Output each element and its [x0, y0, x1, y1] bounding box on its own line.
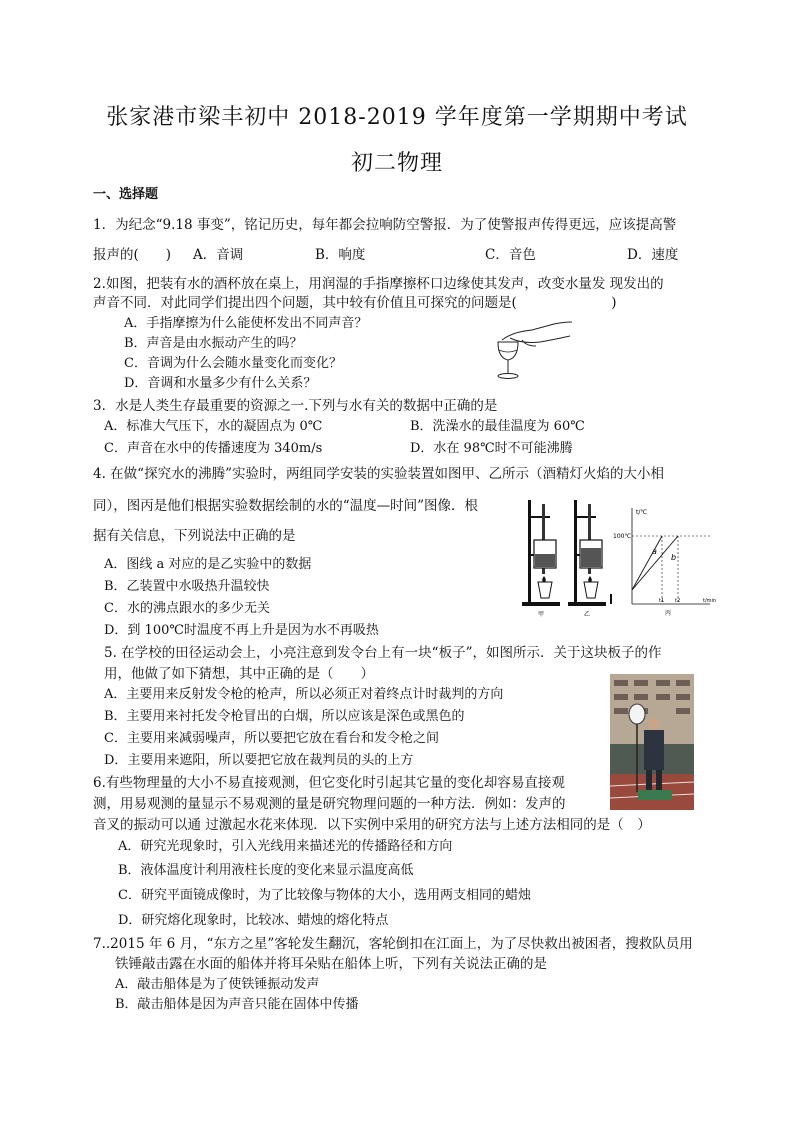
q6-stem-2: 测，用易观测的量显示不易观测的量是研究物理问题的一种方法．例如：发声的 [93, 796, 566, 812]
q5-option-d: D．主要用来遮阳，所以要把它放在裁判员的头的上方 [104, 753, 414, 768]
q6-option-a: A．研究光现象时，引入光线用来描述光的传播路径和方向 [118, 839, 453, 854]
q6-stem-1: 6.有些物理量的大小不易直接观测，但它变化时引起其它量的变化却容易直接观 [93, 775, 565, 791]
q7-option-a: A．敲击船体是为了使铁锤振动发声 [115, 977, 320, 992]
q4-stem-2: 同），图丙是他们根据实验数据绘制的水的“温度—时间”图像．根 [93, 498, 479, 514]
q1-stem-end: 报声的( ) [93, 247, 172, 263]
q4-option-b: B．乙装置中水吸热升温较快 [104, 579, 270, 594]
q3-stem: 3．水是人类生存最重要的资源之一.下列与水有关的数据中正确的是 [93, 398, 498, 414]
q2-option-a: A．手指摩擦为什么能使杯发出不同声音？ [124, 316, 368, 331]
q6-option-b: B．液体温度计利用液柱长度的变化来显示温度高低 [118, 863, 414, 878]
q4-option-c: C．水的沸点跟水的多少无关 [104, 601, 270, 616]
q4-stem-3: 据有关信息，下列说法中正确的是 [93, 528, 296, 544]
q3-option-b: B．洗澡水的最佳温度为 60℃ [410, 419, 585, 434]
q7-option-b: B．敲击船体是因为声音只能在固体中传播 [115, 997, 359, 1012]
starting-board-photo [610, 674, 694, 810]
graph-t1: t1 [659, 598, 665, 604]
graph-x-unit: t/min [703, 598, 717, 604]
label-yi: 乙 [584, 611, 591, 618]
q1-option-a: A．音调 [193, 247, 244, 263]
label-bing: 丙 [665, 610, 672, 617]
q1-option-b: B．响度 [315, 247, 366, 263]
graph-line-b: b [671, 553, 677, 562]
q5-stem-2: 用，他做了如下猜想，其中正确的是（ ） [104, 666, 374, 682]
q5-option-a: A．主要用来反射发令枪的枪声，所以必须正对着终点计时裁判的方向 [104, 687, 504, 702]
q5-option-b: B．主要用来衬托发令枪冒出的白烟，所以应该是深色或黑色的 [104, 709, 465, 724]
exam-subtitle: 初二物理 [350, 151, 443, 176]
graph-line-a: a [652, 547, 657, 556]
q5-stem-1: 5. 在学校的田径运动会上，小亮注意到发令台上有一块“板子”，如图所示．关于这块板子的作 [104, 645, 662, 661]
apparatus-yi [568, 500, 612, 606]
q6-stem-3: 音叉的振动可以通 过激起水花来体现．以下实例中采用的研究方法与上述方法相同的是（ ） [93, 817, 651, 833]
q1-options-row [93, 246, 713, 264]
q2-option-b: B．声音是由水振动产生的吗？ [124, 336, 303, 351]
q7-stem-1: 7..2015 年 6 月，“东方之星”客轮发生翻沉，客轮倒扣在江面上，为了尽快救出被困者，搜救队员用 [93, 936, 693, 952]
q4-stem-1: 4. 在做“探究水的沸腾”实验时，两组同学安装的实验装置如图甲、乙所示（酒精灯火焰的大小相 [93, 466, 664, 482]
q3-option-a: A．标准大气压下，水的凝固点为 0℃ [104, 419, 323, 434]
q1-option-d: D．速度 [627, 247, 679, 263]
q3-option-c: C．声音在水中的传播速度为 340m/s [104, 441, 323, 456]
graph-t2: t2 [675, 598, 681, 604]
q1-option-c: C．音色 [485, 247, 536, 263]
q5-option-c: C．主要用来减弱噪声，所以要把它放在看台和发令枪之间 [104, 731, 439, 746]
temperature-time-graph [613, 508, 716, 617]
section-heading: 一、选择题 [93, 187, 159, 202]
wine-glass-figure [492, 318, 576, 386]
graph-y-unit: t/℃ [636, 509, 648, 516]
exam-title: 张家港市梁丰初中 2018-2019 学年度第一学期期中考试 [106, 105, 688, 130]
apparatus-jia [522, 500, 560, 606]
boiling-experiment-figure [518, 494, 718, 620]
graph-y-tick: 100℃ [613, 533, 632, 540]
q7-stem-2: 铁锤敲击露在水面的船体并将耳朵贴在船体上听，下列有关说法正确的是 [115, 956, 547, 972]
q2-stem-1: 2.如图，把装有水的酒杯放在桌上，用润湿的手指摩擦杯口边缘使其发声，改变水量发 现发出的 [93, 276, 664, 292]
q2-stem-2: 声音不同．对此同学们提出四个问题，其中较有价值且可探究的问题是( ) [93, 295, 617, 311]
q4-option-d: D．到 100℃时温度不再上升是因为水不再吸热 [104, 623, 379, 638]
q6-option-d: D．研究熔化现象时，比较冰、蜡烛的熔化特点 [118, 913, 389, 928]
q6-option-c: C．研究平面镜成像时，为了比较像与物体的大小，选用两支相同的蜡烛 [118, 888, 531, 903]
q3-option-d: D．水在 98℃时不可能沸腾 [410, 441, 573, 456]
label-jia: 甲 [538, 611, 545, 618]
q2-option-d: D．音调和水量多少有什么关系？ [124, 376, 317, 391]
q2-option-c: C．音调为什么会随水量变化而变化？ [124, 356, 342, 371]
q1-stem: 1．为纪念“9.18 事变”，铭记历史，每年都会拉响防空警报．为了使警报声传得更远，应该提高警 [93, 217, 677, 233]
q4-option-a: A．图线 a 对应的是乙实验中的数据 [104, 557, 312, 572]
